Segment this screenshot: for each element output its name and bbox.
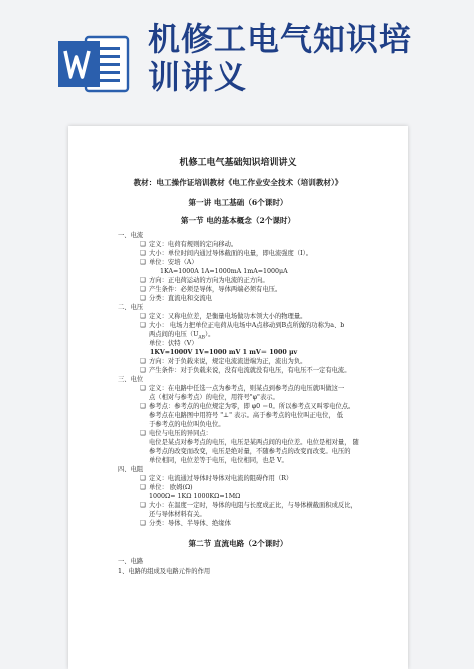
list-text: 电位与电压的异同点： [149, 430, 212, 437]
list-item [140, 367, 351, 375]
list-text: 产生条件：必须是导体，导体两端必须有电压。 [149, 286, 282, 293]
bullet-icon: ❑ [140, 484, 146, 491]
list-item [140, 259, 198, 267]
banner-line-1: 机修工电气知识培 [148, 20, 413, 58]
list-text: 大小： 电场力把单位正电荷从电场中A点移动到B点所做的功称为a、b [149, 322, 345, 329]
item-potential: 三、电位 [118, 376, 144, 383]
list-text: 方向：对于负载来说，规定电流流进端为正，流出为负。 [149, 358, 307, 365]
list-item [140, 358, 306, 366]
doc-title-banner [148, 20, 448, 96]
bullet-icon: ❑ [140, 313, 146, 320]
bullet-icon: ❑ [140, 475, 146, 482]
list-text: 分类：直流电和交流电 [149, 295, 212, 302]
paragraph-line: 参考点的改变而改变，电压是绝对量，不随参考点的改变而改变。电压的 [149, 448, 351, 455]
paragraph-line: 电位是某点对参考点的电压，电压是某两点间的电位差。电位是相对量， 随 [149, 439, 359, 446]
list-item [140, 475, 292, 483]
subscript: AB [198, 335, 205, 341]
list-text: 大小：在温度一定时，导体的电阻与长度成正比，与导体横截面积成反比， [149, 502, 357, 509]
item-current: 一、电流 [118, 232, 144, 239]
list-text: 产生条件：对于负载来说，没有电流就没有电压，有电压不一定有电流。 [149, 367, 351, 374]
bullet-icon: ❑ [140, 286, 146, 293]
list-item [140, 520, 231, 528]
list-text: 单位：安培（A） [149, 259, 198, 266]
list-text: 方向：正电荷运动的方向为电流的正方向。 [149, 277, 269, 284]
item-voltage: 二、电压 [118, 304, 144, 311]
paragraph-line: 还与导体材料有关。 [149, 511, 206, 518]
list-item [140, 286, 281, 294]
bullet-icon: ❑ [140, 403, 146, 410]
list-text: 参考点：参考点的电位规定为零，即 φ0 ＝0。所以参考点又叫零电位点。 [149, 403, 355, 410]
list-text: 单位： 欧姆(Ω) [149, 484, 193, 491]
bullet-icon: ❑ [140, 385, 146, 392]
text: ）。 [204, 331, 215, 338]
bullet-icon: ❑ [140, 322, 146, 329]
list-item [140, 430, 212, 438]
list-item [140, 502, 357, 510]
list-item [140, 385, 344, 393]
bullet-icon: ❑ [140, 295, 146, 302]
list-item [140, 313, 306, 321]
list-text: 定义：电荷有规则的定向移动。 [149, 241, 238, 248]
list-text: 分类：导体、半导体、绝缘体 [149, 520, 231, 527]
bullet-icon: ❑ [140, 277, 146, 284]
paragraph-line: 参考点在电路图中用符号 "⊥" 表示。高于参考点的电位叫正电位， 低 [149, 412, 344, 419]
page-header [0, 0, 474, 110]
list-item [140, 295, 212, 303]
list-text: 大小：单位时间内通过导体截面的电量，即电流强度（I）。 [149, 250, 313, 257]
list-item [140, 241, 237, 249]
paragraph-line: 点（相对与参考点）的电位，用符号"φ"表示。 [149, 394, 279, 401]
list-item [140, 322, 344, 330]
list-text: 定义：又称电位差，是衡量电场做功本领大小的物理量。 [149, 313, 307, 320]
doc-title: 机修工电气基础知识培训讲义 [179, 158, 297, 168]
textbook-line: 教材：电工操作证培训教材《电工作业安全技术（培训教材）》 [133, 178, 343, 187]
bullet-icon: ❑ [140, 241, 146, 248]
item-resistance: 四、电阻 [118, 466, 144, 473]
unit-conversion: 1KV=1000V 1V=1000 mV 1 mV＝ 1000 μv [150, 349, 298, 356]
bullet-icon: ❑ [140, 367, 146, 374]
document-page [68, 126, 408, 669]
paragraph-line: 单位：伏特（V） [149, 340, 198, 347]
section-heading-1: 第一节 电的基本概念（2个课时） [180, 216, 296, 225]
list-text: 定义：电流通过导体时导体对电流的阻碍作用（R） [149, 475, 293, 482]
paragraph-line: 单位相同，电位差等于电压，电位相同，也是 V。 [149, 457, 288, 464]
word-icon [58, 33, 130, 95]
unit-conversion: 1000Ω= 1KΩ 1000KΩ=1MΩ [149, 493, 241, 500]
banner-line-2: 训讲义 [148, 58, 248, 96]
bullet-icon: ❑ [140, 358, 146, 365]
unit-conversion: 1KA=1000A 1A=1000mA 1mA=1000μA [160, 268, 288, 275]
item-circuit: 一、电路 [118, 558, 144, 565]
list-item [140, 250, 312, 258]
item-circuit-components: 1、电路的组成及电路元件的作用 [118, 568, 211, 575]
bullet-icon: ❑ [140, 259, 146, 266]
lecture-heading: 第一讲 电工基础（6个课时） [188, 198, 288, 207]
text: 两点间的电压（U [149, 331, 199, 338]
list-item [140, 484, 193, 492]
bullet-icon: ❑ [140, 502, 146, 509]
bullet-icon: ❑ [140, 520, 146, 527]
paragraph-line: 于参考点的电位叫负电位。 [149, 421, 225, 428]
list-text: 定义：在电路中任选一点为参考点，则某点到参考点的电压就叫做这一 [149, 385, 345, 392]
section-heading-2: 第二节 直流电路（2个课时） [188, 539, 288, 548]
list-item [140, 277, 269, 285]
bullet-icon: ❑ [140, 250, 146, 257]
bullet-icon: ❑ [140, 430, 146, 437]
list-item [140, 403, 354, 411]
